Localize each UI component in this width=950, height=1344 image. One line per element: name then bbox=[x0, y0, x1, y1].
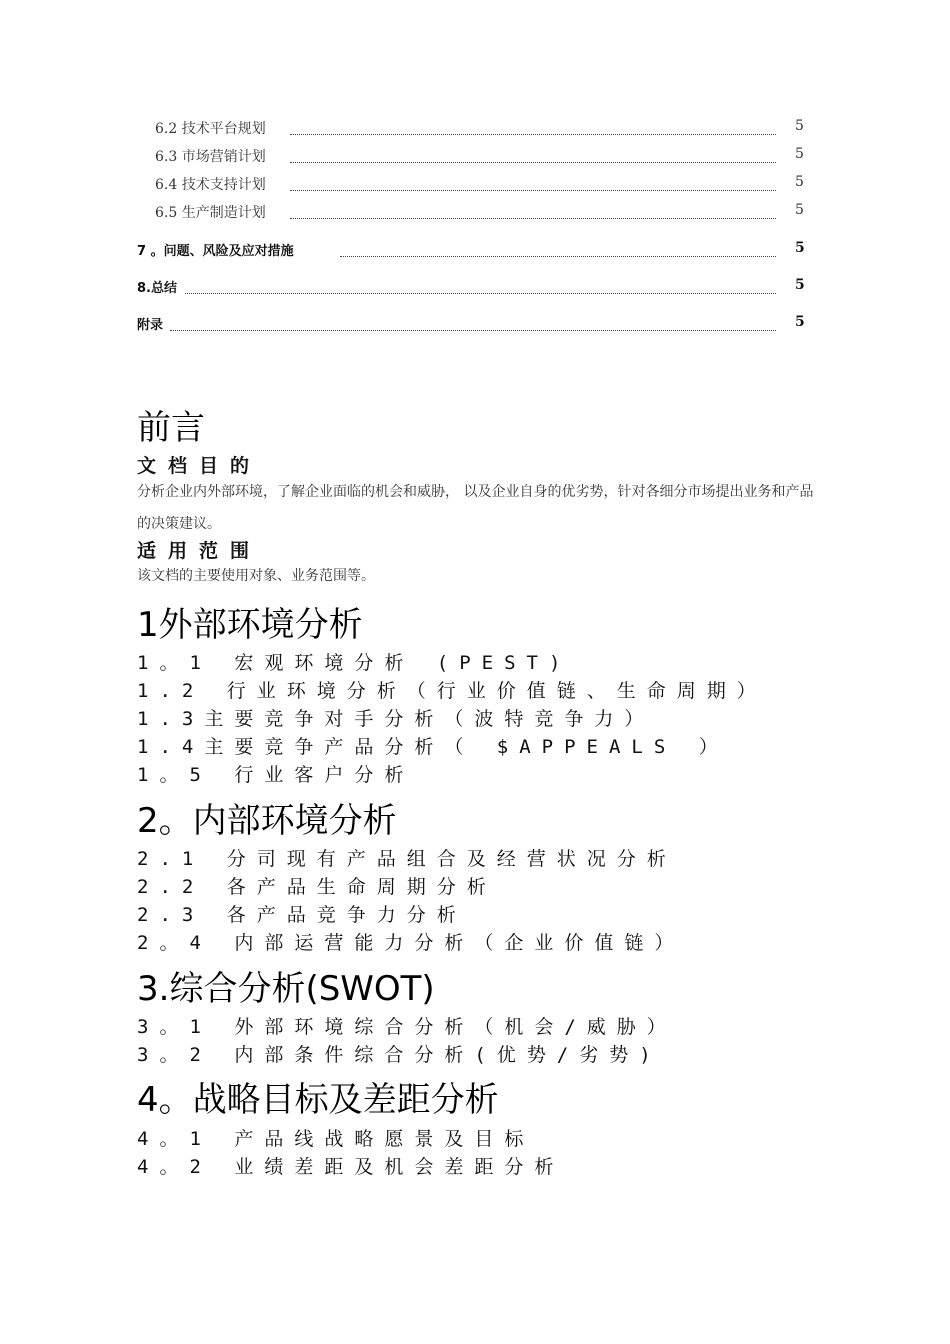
toc-entry-page: 5 bbox=[795, 118, 804, 134]
toc-entry-label: 6.2 技术平台规划 bbox=[155, 118, 268, 138]
toc-entry-label: 6.5 生产制造计划 bbox=[155, 202, 268, 222]
toc-leader bbox=[290, 162, 776, 163]
toc-entry[interactable] bbox=[0, 240, 950, 262]
toc-entry-page: 5 bbox=[795, 146, 804, 162]
section-title: 2。内部环境分析 bbox=[137, 801, 397, 841]
section-item: 3。1 外部环境综合分析（机会/威胁） bbox=[137, 1016, 677, 1038]
section-item: 1。1 宏观环境分析 (PEST) bbox=[137, 652, 572, 674]
toc-entry-label: 8.总结 bbox=[137, 277, 179, 296]
section-item: 1。5 行业客户分析 bbox=[137, 764, 415, 786]
toc-leader bbox=[340, 256, 776, 257]
section-item: 1.3主要竞争对手分析（波特竞争力） bbox=[137, 708, 655, 730]
toc-entry-label: 6.3 市场营销计划 bbox=[155, 146, 268, 166]
toc-entry[interactable] bbox=[0, 277, 950, 299]
scope-heading: 适用范围 bbox=[137, 540, 262, 562]
toc-entry-label: 6.4 技术支持计划 bbox=[155, 174, 268, 194]
section-item: 4。1 产品线战略愿景及目标 bbox=[137, 1128, 535, 1150]
toc-entry[interactable] bbox=[0, 314, 950, 336]
section-title: 3.综合分析(SWOT) bbox=[137, 969, 435, 1009]
toc-leader bbox=[290, 218, 776, 219]
section-item: 2.2 各产品生命周期分析 bbox=[137, 876, 497, 898]
toc-leader bbox=[290, 190, 776, 191]
toc-leader bbox=[185, 293, 776, 294]
toc-entry-page: 5 bbox=[795, 202, 804, 218]
preface-title: 前言 bbox=[137, 408, 205, 448]
toc-entry-label: 7 。问题、风险及应对措施 bbox=[137, 240, 296, 259]
section-item: 1.4主要竞争产品分析（ $APPEALS ） bbox=[137, 736, 729, 758]
toc-entry-page: 5 bbox=[795, 174, 804, 190]
toc-entry[interactable] bbox=[0, 202, 950, 224]
toc-entry[interactable] bbox=[0, 146, 950, 168]
section-item: 2.1 分司现有产品组合及经营状况分析 bbox=[137, 848, 677, 870]
purpose-heading: 文档目的 bbox=[137, 455, 262, 477]
section-item: 2。4 内部运营能力分析（企业价值链） bbox=[137, 932, 685, 954]
toc-entry-page: 5 bbox=[795, 240, 805, 256]
section-item: 4。2 业绩差距及机会差距分析 bbox=[137, 1156, 565, 1178]
toc-entry-page: 5 bbox=[795, 314, 805, 330]
purpose-text: 分析企业内外部环境，了解企业面临的机会和威胁， 以及企业自身的优劣势，针对各细分市场提出业务和产品的决策建议。 bbox=[137, 484, 814, 532]
toc-entry-label: 附录 bbox=[137, 314, 165, 333]
section-title: 4。战略目标及差距分析 bbox=[137, 1080, 499, 1120]
toc-leader bbox=[170, 330, 776, 331]
toc-leader bbox=[290, 134, 776, 135]
toc-entry[interactable] bbox=[0, 174, 950, 196]
section-item: 3。2 内部条件综合分析(优势/劣势) bbox=[137, 1044, 662, 1066]
toc-entry-page: 5 bbox=[795, 277, 805, 293]
section-item: 1.2 行业环境分析（行业价值链、生命周期） bbox=[137, 680, 767, 702]
toc-entry[interactable] bbox=[0, 118, 950, 140]
section-item: 2.3 各产品竞争力分析 bbox=[137, 904, 467, 926]
section-title: 1外部环境分析 bbox=[137, 605, 363, 645]
scope-text: 该文档的主要使用对象、业务范围等。 bbox=[137, 568, 375, 584]
